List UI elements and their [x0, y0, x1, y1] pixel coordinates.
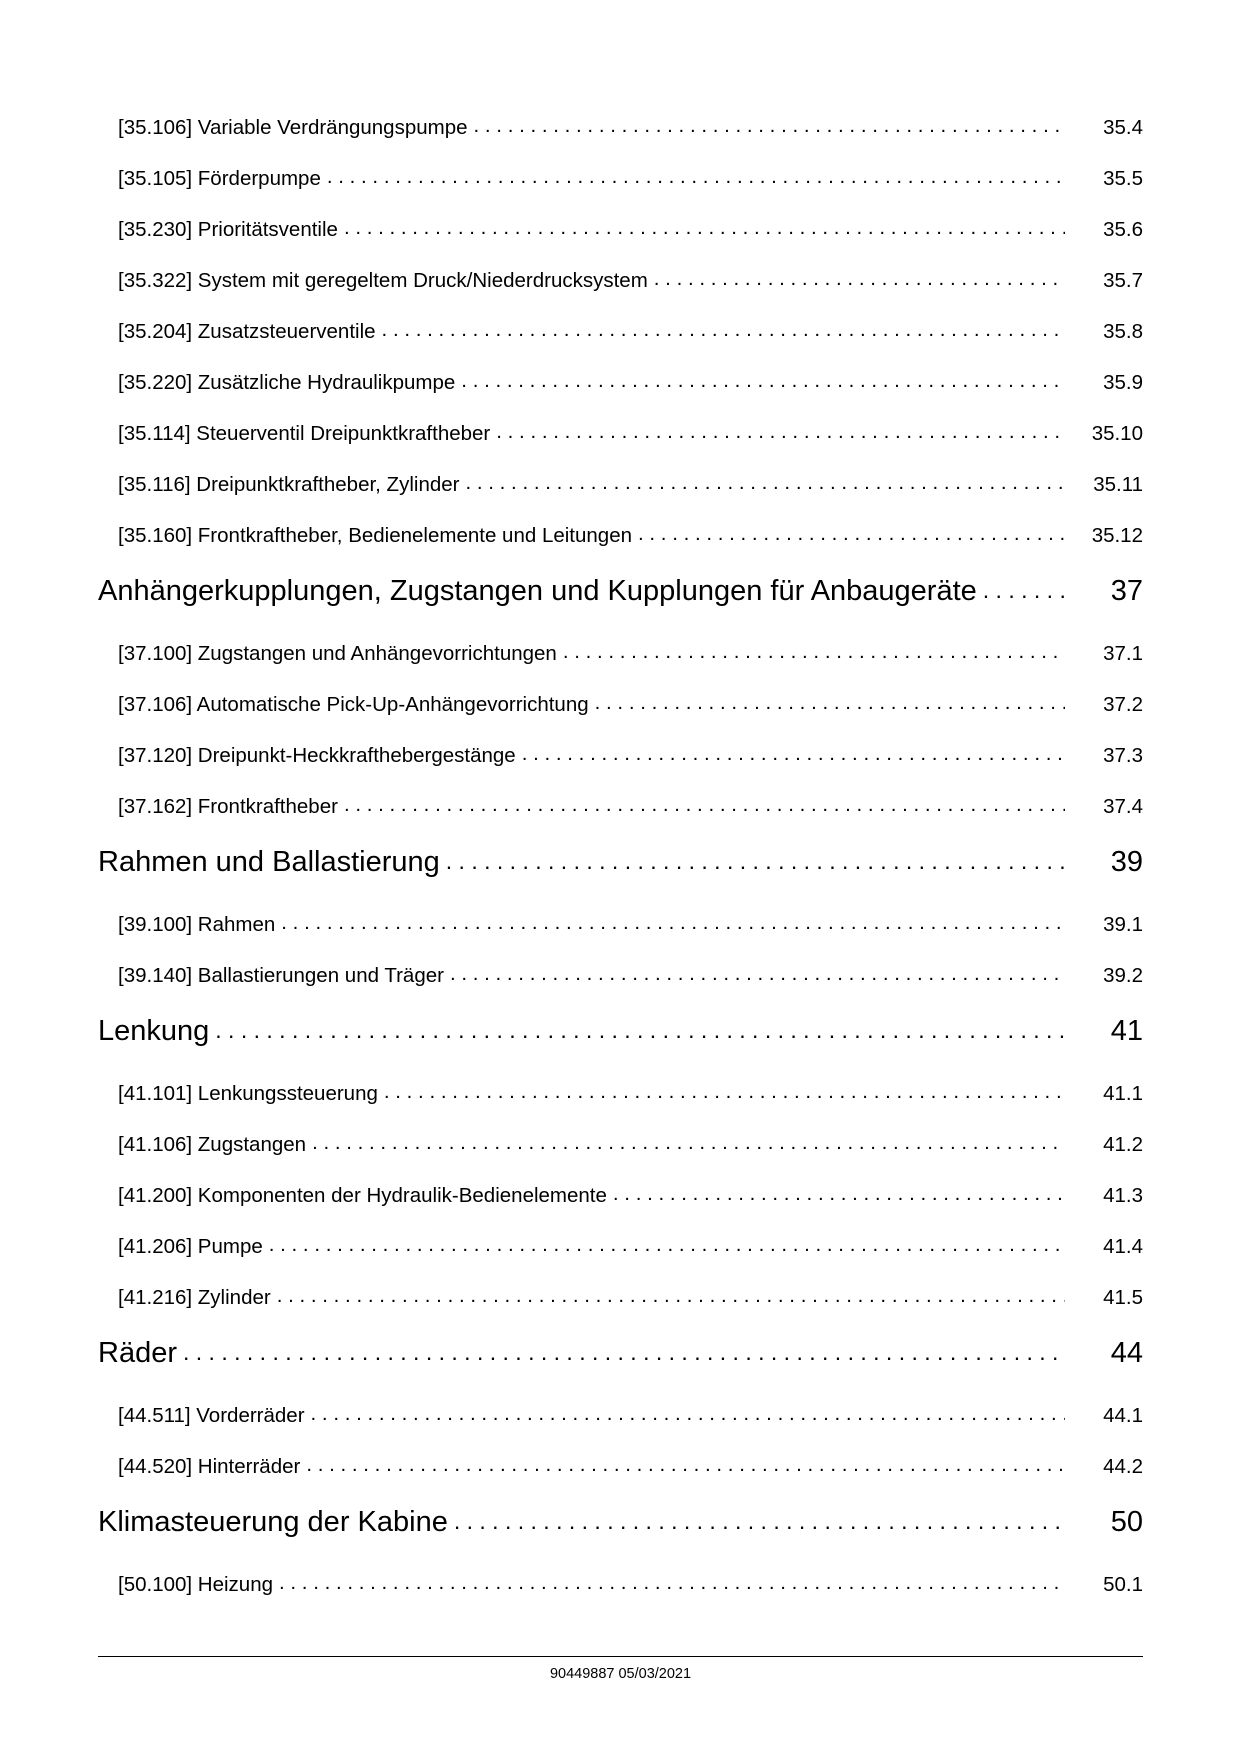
- toc-leader-dots: [279, 1573, 1065, 1594]
- toc-subsection-entry[interactable]: [98, 169, 1143, 220]
- toc-entry-label: [41.106] Zugstangen: [118, 1133, 307, 1156]
- toc-leader-dots: [312, 1133, 1065, 1154]
- toc-subsection-entry[interactable]: [98, 271, 1143, 322]
- toc-subsection-entry[interactable]: [98, 966, 1143, 1017]
- toc-subsection-entry[interactable]: [98, 1457, 1143, 1508]
- toc-entry-label: [35.105] Förderpumpe: [118, 167, 321, 190]
- toc-subsection-entry[interactable]: [98, 424, 1143, 475]
- toc-subsection-entry[interactable]: [98, 1135, 1143, 1186]
- toc-leader-dots: [344, 795, 1065, 816]
- toc-entry-page-number: 37.2: [1103, 693, 1143, 716]
- toc-leader-dots: [382, 320, 1065, 341]
- toc-entry-label: [37.120] Dreipunkt-Heckkrafthebergestänge: [118, 744, 516, 767]
- toc-entry-page-number: 35.7: [1103, 269, 1143, 292]
- toc-entry-page-number: 44.2: [1103, 1455, 1143, 1478]
- toc-entry-label: [50.100] Heizung: [118, 1573, 274, 1596]
- toc-entry-label: [41.101] Lenkungssteuerung: [118, 1082, 378, 1105]
- toc-entry-page-number: 50.1: [1103, 1573, 1143, 1596]
- toc-entry-page-number: 41.2: [1103, 1133, 1143, 1156]
- toc-section-entry[interactable]: [98, 577, 1143, 644]
- toc-subsection-entry[interactable]: [98, 475, 1143, 526]
- toc-subsection-entry[interactable]: [98, 220, 1143, 271]
- toc-entry-page-number: 37.4: [1103, 795, 1143, 818]
- toc-leader-dots: [344, 218, 1065, 239]
- toc-entry-label: [37.106] Automatische Pick-Up-Anhängevorrichtung: [118, 693, 589, 716]
- toc-entry-label: Klimasteuerung der Kabine: [98, 1506, 448, 1538]
- toc-entry-label: [35.220] Zusätzliche Hydraulikpumpe: [118, 371, 456, 394]
- toc-entry-label: [37.162] Frontkraftheber: [118, 795, 338, 818]
- toc-entry-page-number: 50: [1110, 1506, 1143, 1538]
- toc-entry-label: [35.160] Frontkraftheber, Bedienelemente und Leitungen: [118, 524, 633, 547]
- toc-entry-label: [35.116] Dreipunktkraftheber, Zylinder: [118, 473, 460, 496]
- toc-entry-label: Lenkung: [98, 1015, 210, 1047]
- toc-subsection-entry[interactable]: [98, 373, 1143, 424]
- toc-entry-label: [35.204] Zusatzsteuerventile: [118, 320, 376, 343]
- toc-leader-dots: [183, 1337, 1065, 1366]
- toc-entry-page-number: 41.4: [1103, 1235, 1143, 1258]
- toc-section-entry[interactable]: [98, 1339, 1143, 1406]
- toc-leader-dots: [215, 1015, 1065, 1044]
- toc-entry-label: [41.206] Pumpe: [118, 1235, 263, 1258]
- toc-entry-page-number: 37.1: [1103, 642, 1143, 665]
- toc-leader-dots: [384, 1082, 1065, 1103]
- toc-entry-label: [41.200] Komponenten der Hydraulik-Bedienelemente: [118, 1184, 607, 1207]
- toc-subsection-entry[interactable]: [98, 1186, 1143, 1237]
- toc-entry-page-number: 35.4: [1103, 116, 1143, 139]
- toc-entry-page-number: 41.5: [1103, 1286, 1143, 1309]
- toc-entry-page-number: 35.6: [1103, 218, 1143, 241]
- toc-entry-label: [39.100] Rahmen: [118, 913, 276, 936]
- toc-entry-page-number: 35.5: [1103, 167, 1143, 190]
- toc-section-entry[interactable]: [98, 1508, 1143, 1575]
- toc-subsection-entry[interactable]: [98, 322, 1143, 373]
- toc-entry-label: [35.322] System mit geregeltem Druck/Niederdrucksystem: [118, 269, 648, 292]
- toc-entry-page-number: 37.3: [1103, 744, 1143, 767]
- toc-leader-dots: [563, 642, 1065, 663]
- toc-entry-page-number: 37: [1110, 575, 1143, 607]
- toc-entry-page-number: 39.2: [1103, 964, 1143, 987]
- toc-entry-page-number: 41: [1110, 1015, 1143, 1047]
- toc-subsection-entry[interactable]: [98, 1288, 1143, 1339]
- toc-subsection-entry[interactable]: [98, 695, 1143, 746]
- toc-entry-page-number: 35.8: [1103, 320, 1143, 343]
- toc-entry-label: Anhängerkupplungen, Zugstangen und Kupplungen für Anbaugeräte: [98, 575, 977, 607]
- toc-subsection-entry[interactable]: [98, 1406, 1143, 1457]
- toc-section-entry[interactable]: [98, 848, 1143, 915]
- toc-subsection-entry[interactable]: [98, 915, 1143, 966]
- toc-leader-dots: [277, 1286, 1065, 1307]
- toc-entry-page-number: 35.11: [1093, 473, 1143, 496]
- toc-entry-page-number: 39.1: [1103, 913, 1143, 936]
- toc-leader-dots: [654, 269, 1065, 290]
- page-footer: 90449887 05/03/2021: [98, 1656, 1143, 1682]
- toc-leader-dots: [474, 116, 1065, 137]
- toc-leader-dots: [306, 1455, 1065, 1476]
- toc-leader-dots: [446, 846, 1065, 875]
- toc-subsection-entry[interactable]: [98, 1575, 1143, 1626]
- toc-subsection-entry[interactable]: [98, 1084, 1143, 1135]
- toc-entry-label: Rahmen und Ballastierung: [98, 846, 440, 878]
- toc-leader-dots: [461, 371, 1065, 392]
- toc-entry-label: [37.100] Zugstangen und Anhängevorrichtungen: [118, 642, 557, 665]
- toc-leader-dots: [496, 422, 1065, 443]
- toc-leader-dots: [311, 1404, 1065, 1425]
- toc-leader-dots: [281, 913, 1065, 934]
- toc-leader-dots: [327, 167, 1065, 188]
- toc-entry-label: [39.140] Ballastierungen und Träger: [118, 964, 444, 987]
- toc-leader-dots: [613, 1184, 1065, 1205]
- toc-leader-dots: [454, 1506, 1065, 1535]
- toc-entry-label: [41.216] Zylinder: [118, 1286, 271, 1309]
- toc-entry-page-number: 39: [1110, 846, 1143, 878]
- toc-entry-page-number: 44: [1110, 1337, 1143, 1369]
- toc-entry-page-number: 35.9: [1103, 371, 1143, 394]
- toc-entry-page-number: 44.1: [1103, 1404, 1143, 1427]
- toc-subsection-entry[interactable]: [98, 797, 1143, 848]
- toc-entry-label: Räder: [98, 1337, 177, 1369]
- toc-leader-dots: [638, 524, 1065, 545]
- toc-leader-dots: [269, 1235, 1065, 1256]
- toc-subsection-entry[interactable]: [98, 644, 1143, 695]
- toc-entry-label: [44.520] Hinterräder: [118, 1455, 301, 1478]
- toc-entry-page-number: 41.1: [1103, 1082, 1143, 1105]
- toc-subsection-entry[interactable]: [98, 118, 1143, 169]
- toc-subsection-entry[interactable]: [98, 746, 1143, 797]
- toc-leader-dots: [450, 964, 1065, 985]
- toc-entry-page-number: 41.3: [1103, 1184, 1143, 1207]
- toc-leader-dots: [595, 693, 1065, 714]
- toc-subsection-entry[interactable]: [98, 526, 1143, 577]
- toc-entry-label: [44.511] Vorderräder: [118, 1404, 305, 1427]
- toc-subsection-entry[interactable]: [98, 1237, 1143, 1288]
- toc-entry-page-number: 35.10: [1091, 422, 1143, 445]
- toc-entry-label: [35.106] Variable Verdrängungspumpe: [118, 116, 468, 139]
- toc-leader-dots: [522, 744, 1065, 765]
- toc-entry-page-number: 35.12: [1091, 524, 1143, 547]
- toc-leader-dots: [465, 473, 1065, 494]
- table-of-contents: [98, 118, 1143, 1626]
- toc-entry-label: [35.230] Prioritätsventile: [118, 218, 338, 241]
- toc-section-entry[interactable]: [98, 1017, 1143, 1084]
- toc-leader-dots: [983, 575, 1065, 604]
- toc-entry-label: [35.114] Steuerventil Dreipunktkraftheber: [118, 422, 491, 445]
